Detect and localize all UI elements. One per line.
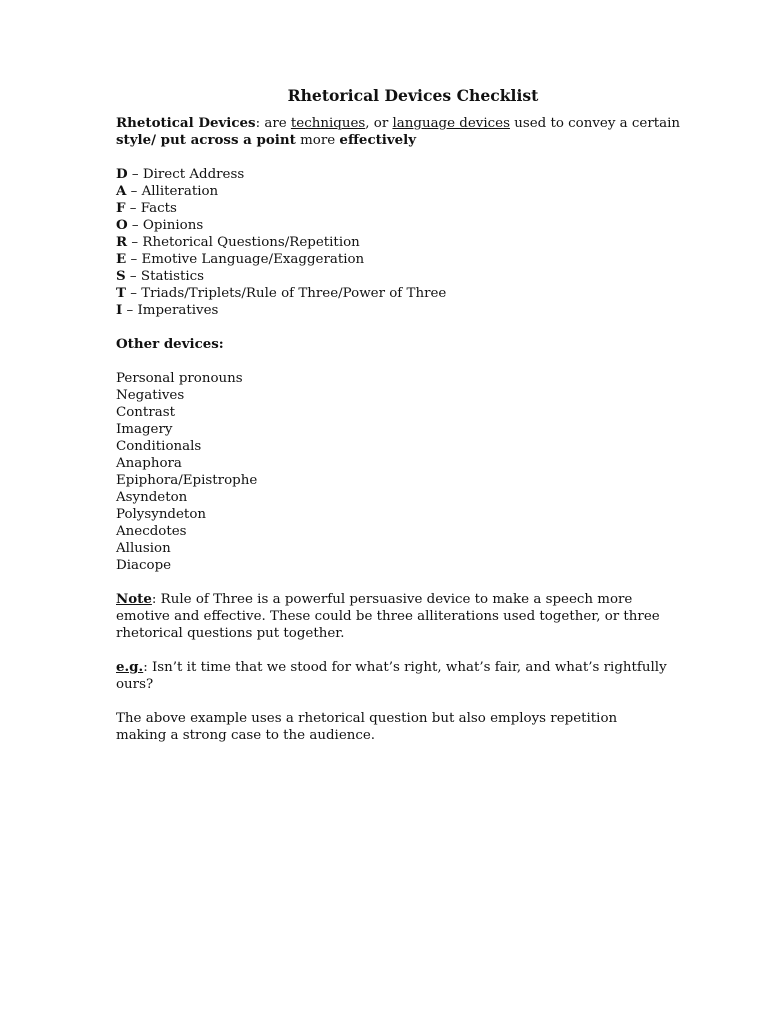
note-line-1	[116, 591, 676, 608]
spacer	[116, 693, 676, 710]
dafores-sep: –	[125, 286, 142, 301]
list-item: Negatives	[116, 388, 185, 403]
definition-line-2	[116, 132, 676, 149]
dafores-item	[116, 183, 676, 200]
dafores-item	[116, 302, 676, 319]
list-item: Conditionals	[116, 439, 202, 454]
closing-line-1: The above example uses a rhetorical question but also employs repetition	[116, 711, 618, 726]
definition-bold-phrase: style/ put across a point	[116, 132, 296, 148]
example-line-2: ours?	[116, 677, 154, 692]
definition-text: used to convey a certain	[509, 116, 680, 131]
definition-text: : are	[255, 116, 291, 131]
list-item: Anecdotes	[116, 524, 187, 539]
dafores-item	[116, 285, 676, 302]
list-item: Anaphora	[116, 456, 182, 471]
dafores-letter: E	[116, 251, 127, 267]
other-devices-list	[116, 370, 676, 574]
example-label: e.g.	[116, 659, 144, 675]
dafores-text: Alliteration	[141, 184, 219, 199]
definition-paragraph	[116, 115, 680, 149]
dafores-letter: D	[116, 166, 128, 182]
spacer	[116, 353, 676, 370]
page-title: Rhetorical Devices Checklist	[287, 86, 539, 105]
dafores-text: Statistics	[140, 269, 204, 284]
other-devices-heading: Other devices:	[116, 336, 224, 352]
dafores-letter: A	[116, 183, 127, 199]
list-item: Polysyndeton	[116, 507, 207, 522]
dafores-sep: –	[126, 252, 142, 267]
note-label: Note	[116, 591, 152, 607]
techniques-link: techniques	[290, 116, 366, 131]
dafores-item	[116, 217, 676, 234]
language-devices-link: language devices	[392, 116, 510, 131]
note-line-2: emotive and effective. These could be three alliterations used together, or three	[116, 609, 660, 624]
dafores-sep: –	[127, 167, 143, 182]
dafores-item	[116, 200, 676, 217]
example-line-1	[116, 659, 676, 676]
document-page	[116, 86, 680, 744]
dafores-text: Imperatives	[137, 303, 219, 318]
spacer	[116, 574, 676, 591]
spacer	[116, 319, 676, 336]
note-paragraph	[116, 591, 676, 642]
definition-term: Rhetotical Devices	[116, 115, 256, 131]
dafores-text: Triads/Triplets/Rule of Three/Power of Three	[141, 286, 447, 301]
dafores-sep: –	[122, 303, 138, 318]
dafores-item	[116, 166, 676, 183]
dafores-letter: T	[116, 285, 126, 301]
example-paragraph	[116, 659, 676, 693]
dafores-letter: R	[116, 234, 128, 250]
dafores-text: Facts	[140, 201, 177, 216]
dafores-sep: –	[126, 184, 142, 199]
dafores-text: Emotive Language/Exaggeration	[141, 252, 365, 267]
list-item: Epiphora/Epistrophe	[116, 473, 258, 488]
dafores-text: Opinions	[142, 218, 204, 233]
dafores-letter: I	[116, 302, 123, 318]
dafores-letter: F	[116, 200, 126, 216]
closing-paragraph	[116, 710, 676, 744]
dafores-sep: –	[127, 235, 143, 250]
note-line-3: rhetorical questions put together.	[116, 626, 345, 641]
example-text: : Isn’t it time that we stood for what’s right, what’s fair, and what’s rightfully	[143, 660, 667, 675]
spacer	[116, 642, 676, 659]
dafores-sep: –	[127, 218, 143, 233]
spacer	[116, 149, 676, 166]
definition-text: more	[295, 133, 340, 148]
dafores-item	[116, 251, 676, 268]
dafores-letter: O	[116, 217, 128, 233]
closing-line-2: making a strong case to the audience.	[116, 728, 376, 743]
dafores-sep: –	[125, 269, 141, 284]
dafores-sep: –	[125, 201, 141, 216]
dafores-text: Direct Address	[142, 167, 245, 182]
definition-line-1	[116, 115, 680, 132]
list-item: Diacope	[116, 558, 172, 573]
dafores-item	[116, 234, 676, 251]
list-item: Asyndeton	[116, 490, 188, 505]
dafores-letter: S	[116, 268, 126, 284]
list-item: Personal pronouns	[116, 371, 243, 386]
list-item: Imagery	[116, 422, 173, 437]
definition-bold-word: effectively	[339, 132, 417, 148]
note-text: : Rule of Three is a powerful persuasive device to make a speech more	[151, 592, 633, 607]
definition-text: , or	[365, 116, 393, 131]
dafores-list	[116, 166, 676, 319]
dafores-text: Rhetorical Questions/Repetition	[142, 235, 360, 250]
list-item: Allusion	[116, 541, 171, 556]
list-item: Contrast	[116, 405, 175, 420]
dafores-item	[116, 268, 676, 285]
